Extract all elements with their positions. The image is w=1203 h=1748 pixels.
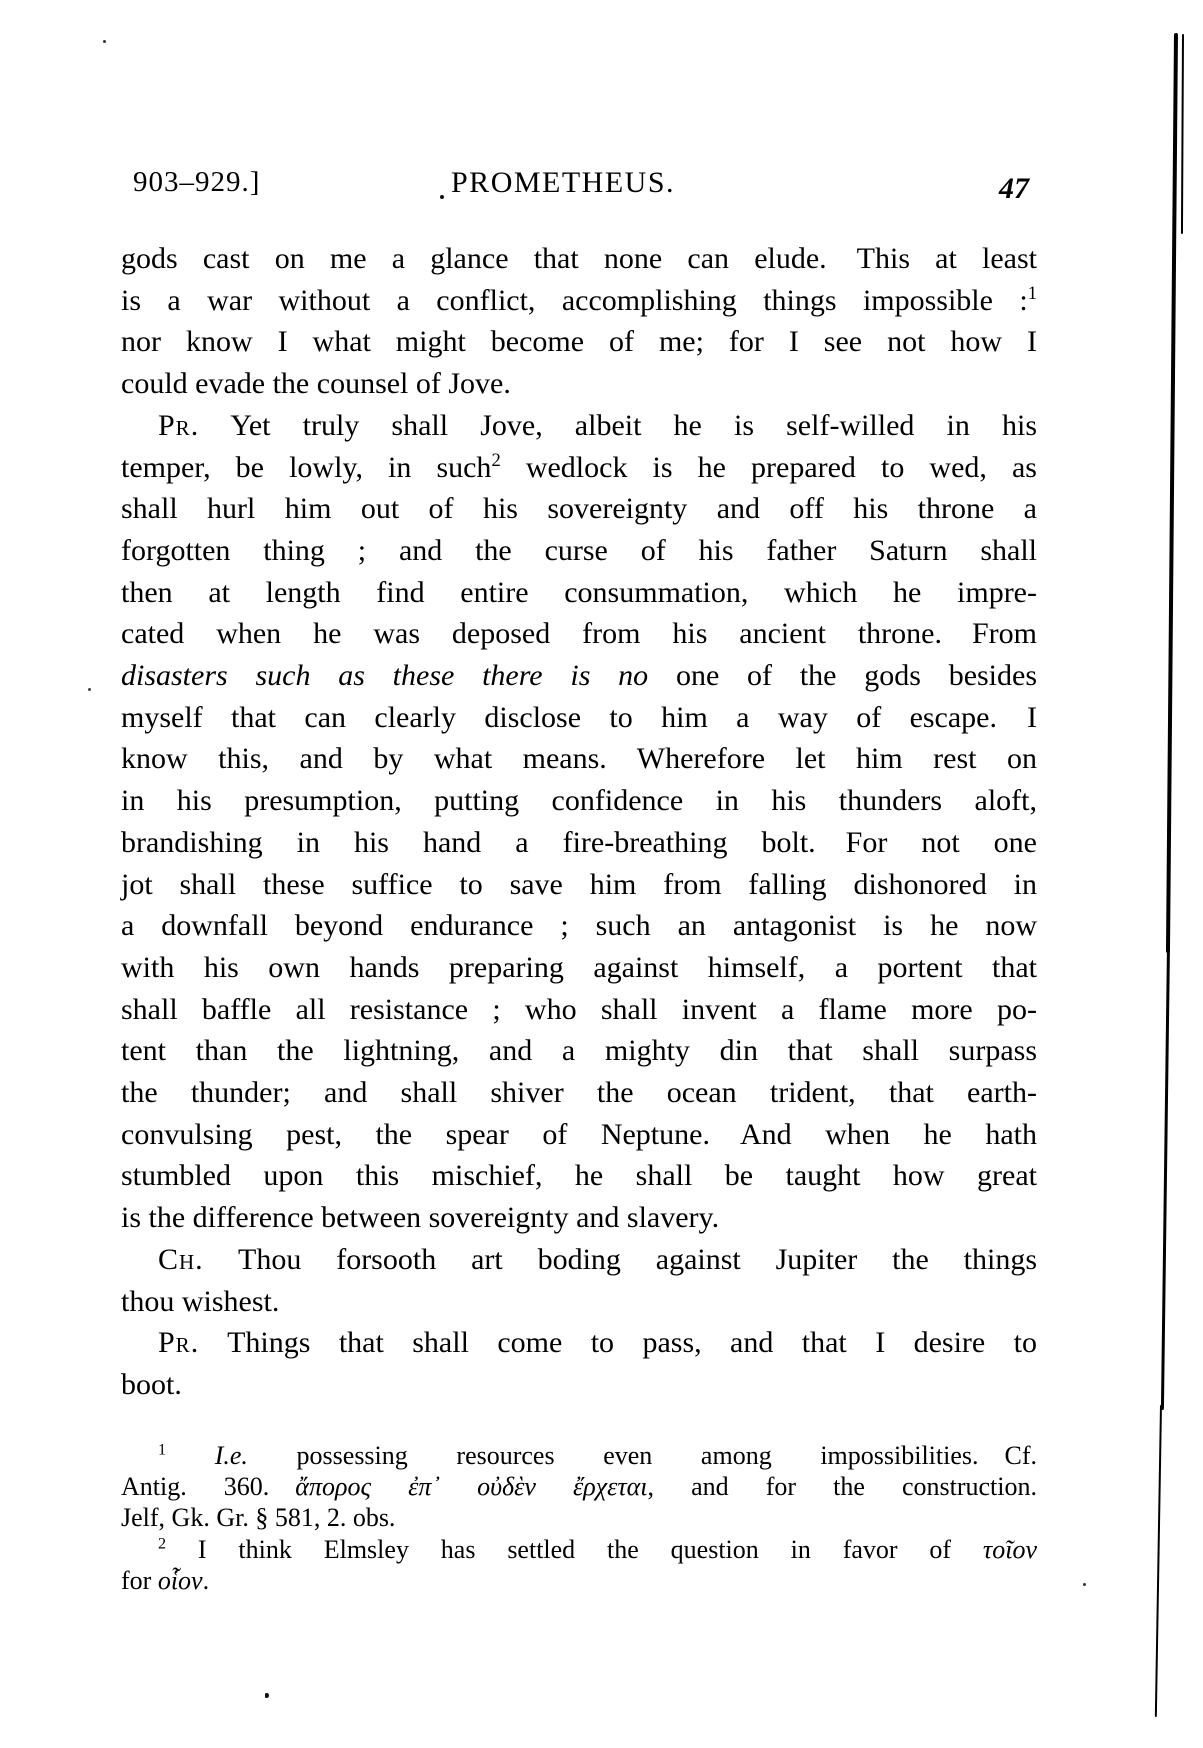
- page-number: 47: [999, 172, 1029, 205]
- text-line: shall baffle all resistance ; who shall invent a flame more po-: [121, 992, 1037, 1026]
- text-line: with his own hands preparing against himself, a portent that: [121, 950, 1037, 984]
- page-edge-line: [1161, 945, 1170, 1410]
- text-line: nor know I what might become of me; for I see not how I: [121, 325, 1037, 359]
- footnote-marker: 1: [1027, 282, 1037, 304]
- text-line: tent than the lightning, and a mighty din that shall surpass: [121, 1034, 1037, 1068]
- text-line: cated when he was deposed from his ancient throne. From: [121, 617, 1037, 651]
- text-line: shall hurl him out of his sovereignty and off his throne a: [121, 492, 1037, 526]
- page-title: PROMETHEUS.: [451, 166, 676, 199]
- ink-speck: [103, 40, 106, 43]
- greek-citation: ἄπορος ἐπ᾽ οὐδὲν ἔρχεται: [295, 1472, 648, 1502]
- ink-speck: [1083, 1583, 1086, 1586]
- footnote-line: Antig. 360. ἄπορος ἐπ᾽ οὐδὲν ἔρχεται, and for the construction.: [121, 1472, 1037, 1502]
- text-line: forgotten thing ; and the curse of his father Saturn shall: [121, 533, 1037, 567]
- text-line: jot shall these suffice to save him from falling dishonored in: [121, 867, 1037, 901]
- ink-speck: [265, 1693, 269, 1698]
- text-line: temper, be lowly, in such$^2$ wedlock is he prepared to wed, as: [121, 449, 1037, 484]
- text-line: know this, and by what means. Wherefore let him rest on: [121, 742, 1037, 776]
- speaker-label: Ch.: [158, 1242, 204, 1276]
- text-line: stumbled upon this mischief, he shall be taught how great: [121, 1159, 1037, 1193]
- footnote-line: $^2$ I think Elmsley has settled the question in favor of τοῖον: [158, 1534, 1037, 1564]
- footnote-marker: 1: [158, 1441, 167, 1459]
- text-line: Pr. Yet truly shall Jove, albeit he is self-willed in his: [158, 408, 1037, 442]
- text-line: a downfall beyond endurance ; such an antagonist is he now: [121, 909, 1037, 943]
- text-line: brandishing in his hand a fire-breathing bolt. For not one: [121, 825, 1037, 859]
- body-text-block: [121, 238, 1037, 1406]
- text-line: then at length find entire consummation, which he impre-: [121, 575, 1037, 609]
- text-line: Pr. Things that shall come to pass, and that I desire to: [158, 1326, 1037, 1360]
- text-line: gods cast on me a glance that none can elude. This at least: [121, 242, 1037, 275]
- greek-citation: τοῖον: [982, 1534, 1037, 1564]
- speaker-label: Pr.: [158, 1326, 200, 1360]
- header-line-range: 903–929.]: [133, 166, 261, 198]
- greek-citation: οἷον: [157, 1565, 203, 1595]
- text-line: boot.: [121, 1367, 182, 1401]
- footnote-marker: 2: [491, 449, 501, 471]
- page-edge-line: [1166, 33, 1178, 953]
- footnote-marker: 2: [158, 1534, 167, 1552]
- ink-speck: [440, 195, 444, 199]
- footnote-line: $^1$ I.e. possessing resources even among impossibilities. Cf.: [158, 1441, 1038, 1470]
- text-line: thou wishest.: [121, 1284, 280, 1318]
- page-edge-line: [1155, 1405, 1162, 1717]
- text-line: the thunder; and shall shiver the ocean trident, that earth-: [121, 1076, 1037, 1110]
- text-line: is the difference between sovereignty and slavery.: [121, 1201, 720, 1235]
- footnotes-block: [121, 1440, 1037, 1596]
- page-edge-line: [1181, 34, 1184, 234]
- text-line: Ch. Thou forsooth art boding against Jupiter the things: [158, 1242, 1037, 1276]
- text-line: disasters such as these there is no one of the gods besides: [121, 659, 1038, 693]
- text-line: could evade the counsel of Jove.: [121, 367, 511, 401]
- footnote-line: for οἷον.: [121, 1565, 210, 1595]
- text-line: convulsing pest, the spear of Neptune. And when he hath: [121, 1117, 1037, 1151]
- ink-speck: [88, 688, 91, 691]
- text-line: in his presumption, putting confidence in his thunders aloft,: [121, 784, 1037, 818]
- text-line: is a war without a conflict, accomplishing things impossible :$^1$: [121, 282, 1037, 317]
- footnote-line: Jelf, Gk. Gr. § 581, 2. obs.: [121, 1503, 396, 1533]
- speaker-label: Pr.: [158, 408, 200, 442]
- text-line: myself that can clearly disclose to him a way of escape. I: [121, 700, 1037, 734]
